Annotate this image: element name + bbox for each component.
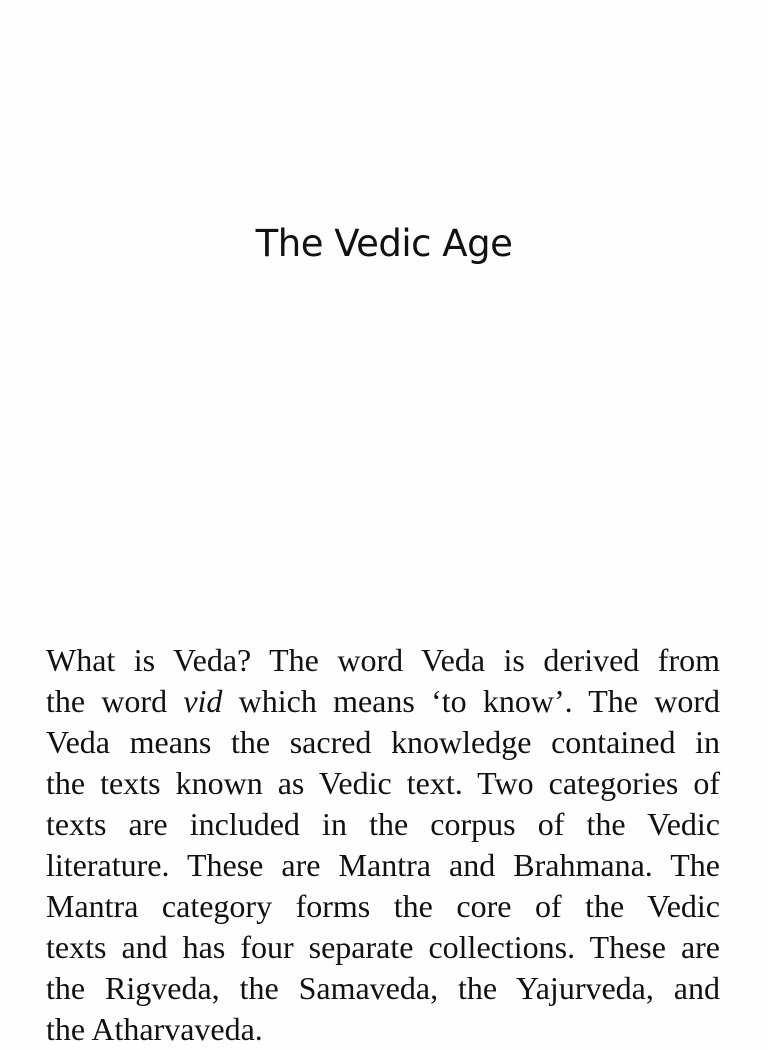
body-line: What is Veda? The word Veda is derived from [46, 642, 720, 678]
body-line: the Atharvaveda. [46, 1011, 263, 1047]
body-paragraph [46, 640, 720, 1050]
body-line: the texts known as Vedic text. Two categories of [46, 765, 720, 801]
page-title: The Vedic Age [255, 222, 513, 265]
body-line: texts are included in the corpus of the Vedic [46, 806, 720, 842]
body-line: literature. These are Mantra and Brahmana. The [46, 847, 720, 883]
body-line: the Rigveda, the Samaveda, the Yajurveda, and [46, 970, 720, 1006]
body-text-segment: which means ‘to know’. The word [222, 683, 721, 719]
body-line: texts and has four separate collections. These are [46, 929, 720, 965]
body-text-segment: the word [46, 683, 184, 719]
italic-term-vid: vid [183, 683, 223, 719]
body-line [46, 681, 720, 722]
body-line: Mantra category forms the core of the Vedic [46, 888, 720, 924]
body-line: Veda means the sacred knowledge contained in [46, 724, 720, 760]
